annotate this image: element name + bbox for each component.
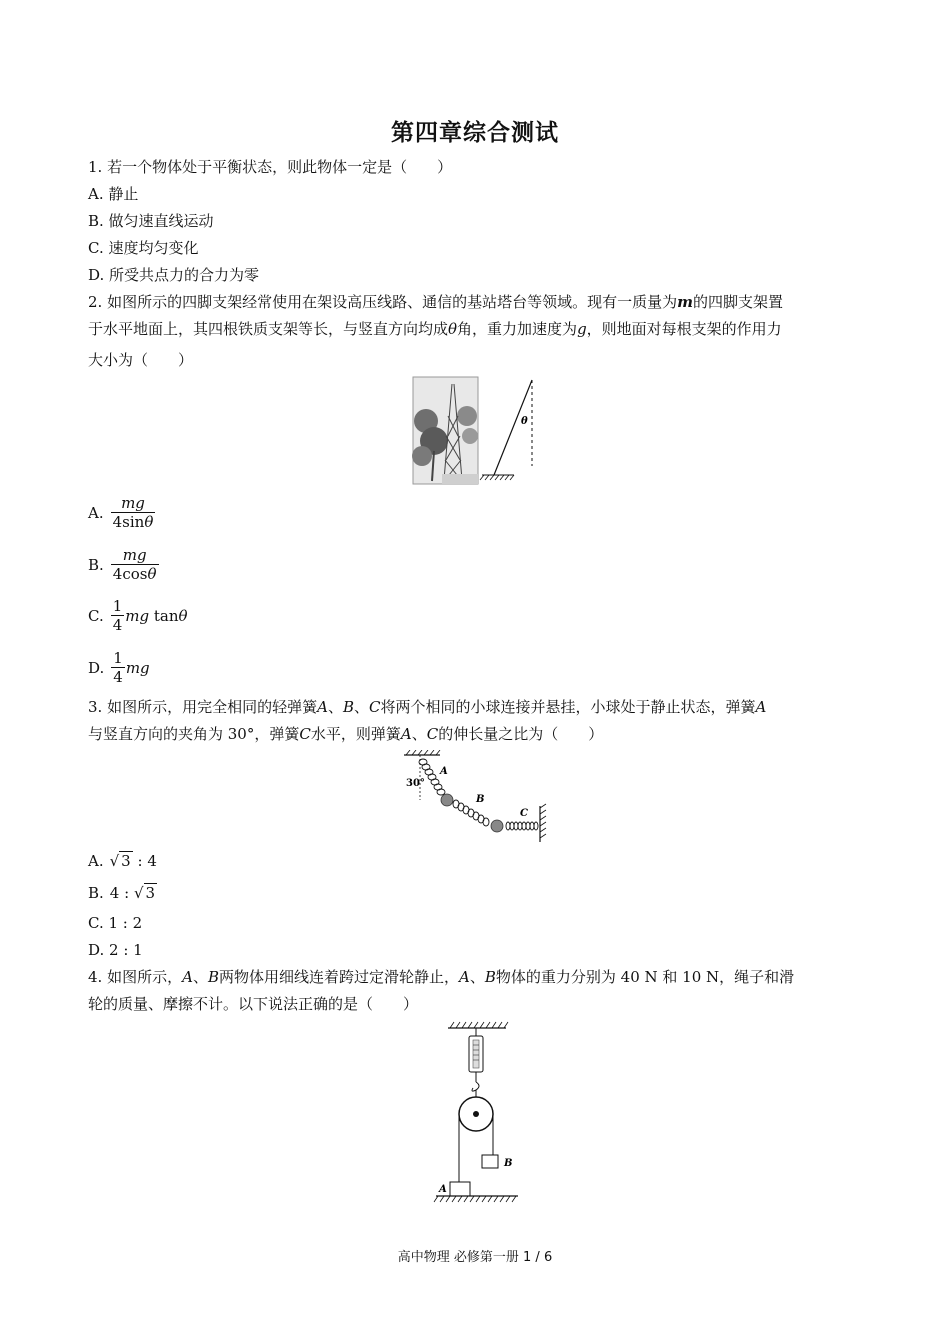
q2-stem-line2: 于水平地面上，其四根铁质支架等长，与竖直方向均成θ角，重力加速度为g，则地面对每根支架的作用力 bbox=[88, 320, 782, 338]
q3-option-d: D. 2 : 1 bbox=[88, 941, 143, 959]
scale-hook bbox=[472, 1082, 479, 1091]
q1-option-c: C. 速度均匀变化 bbox=[88, 239, 199, 257]
q1-stem: 1. 若一个物体处于平衡状态，则此物体一定是（ ） bbox=[88, 158, 453, 176]
q2-stem-line3: 大小为（ ） bbox=[88, 351, 194, 369]
q2-stem-line1: 2. 如图所示的四脚支架经常使用在架设高压线路、通信的基站塔台等领域。现有一质量为m的四脚支架置 bbox=[88, 293, 783, 311]
q3-option-c: C. 1 : 2 bbox=[88, 914, 143, 932]
q2-option-c: C. $\frac{1}{4}$ mg tan θ bbox=[88, 597, 188, 634]
ball-1 bbox=[441, 794, 453, 806]
q3-option-a: A. √ 3 : 4 bbox=[88, 852, 157, 870]
ground-hatch bbox=[434, 1196, 516, 1202]
support-leg bbox=[494, 380, 532, 475]
wall-hatch bbox=[540, 804, 546, 838]
page-title: 第四章综合测试 bbox=[391, 120, 559, 146]
spring-a bbox=[419, 759, 445, 795]
label-c: C bbox=[520, 808, 528, 819]
page-footer: 高中物理 必修第一册 1 / 6 bbox=[397, 1250, 553, 1265]
angle-label: 30° bbox=[406, 778, 425, 789]
label-b: B bbox=[504, 1158, 513, 1169]
label-b: B bbox=[476, 794, 485, 805]
ground-hatch bbox=[480, 475, 514, 480]
ceiling-hatch bbox=[406, 750, 440, 755]
q1-option-b: B. 做匀速直线运动 bbox=[88, 212, 214, 230]
pulley-axle bbox=[473, 1111, 479, 1117]
ball-2 bbox=[491, 820, 503, 832]
block-b bbox=[482, 1155, 498, 1168]
q3-option-b: B. 4 : √ 3 bbox=[88, 884, 156, 902]
q1-option-d: D. 所受共点力的合力为零 bbox=[88, 266, 260, 284]
q4-stem-line1: 4. 如图所示，A、B两物体用细线连着跨过定滑轮静止，A、B物体的重力分别为 40 N 和 10 N，绳子和滑 bbox=[88, 968, 795, 986]
q2-option-d: D. $\frac{1}{4}$ mg bbox=[88, 649, 150, 686]
q3-stem-line2: 与竖直方向的夹角为 30°，弹簧C水平，则弹簧A、C的伸长量之比为（ ） bbox=[88, 725, 604, 743]
q1-option-a: A. 静止 bbox=[88, 185, 139, 203]
theta-label: θ bbox=[521, 416, 528, 427]
label-a: A bbox=[439, 1184, 447, 1195]
label-a: A bbox=[440, 766, 448, 777]
q4-figure bbox=[430, 1018, 530, 1204]
ceiling-hatch bbox=[450, 1022, 508, 1028]
ground-strip bbox=[442, 474, 478, 484]
block-a bbox=[450, 1182, 470, 1196]
q2-figure bbox=[412, 376, 542, 486]
scale-window bbox=[473, 1040, 479, 1068]
q3-stem-line1: 3. 如图所示，用完全相同的轻弹簧A、B、C将两个相同的小球连接并悬挂，小球处于静止状态，弹簧A bbox=[88, 698, 767, 716]
q3-figure bbox=[400, 750, 552, 844]
q2-option-a: A. $\frac{mg}{4\sin\theta}$ bbox=[88, 494, 154, 531]
spring-c bbox=[506, 822, 538, 830]
q4-stem-line2: 轮的质量、摩擦不计。以下说法正确的是（ ） bbox=[88, 995, 419, 1013]
q2-option-b: B. $\frac{mg}{4\cos\theta}$ bbox=[88, 546, 157, 583]
